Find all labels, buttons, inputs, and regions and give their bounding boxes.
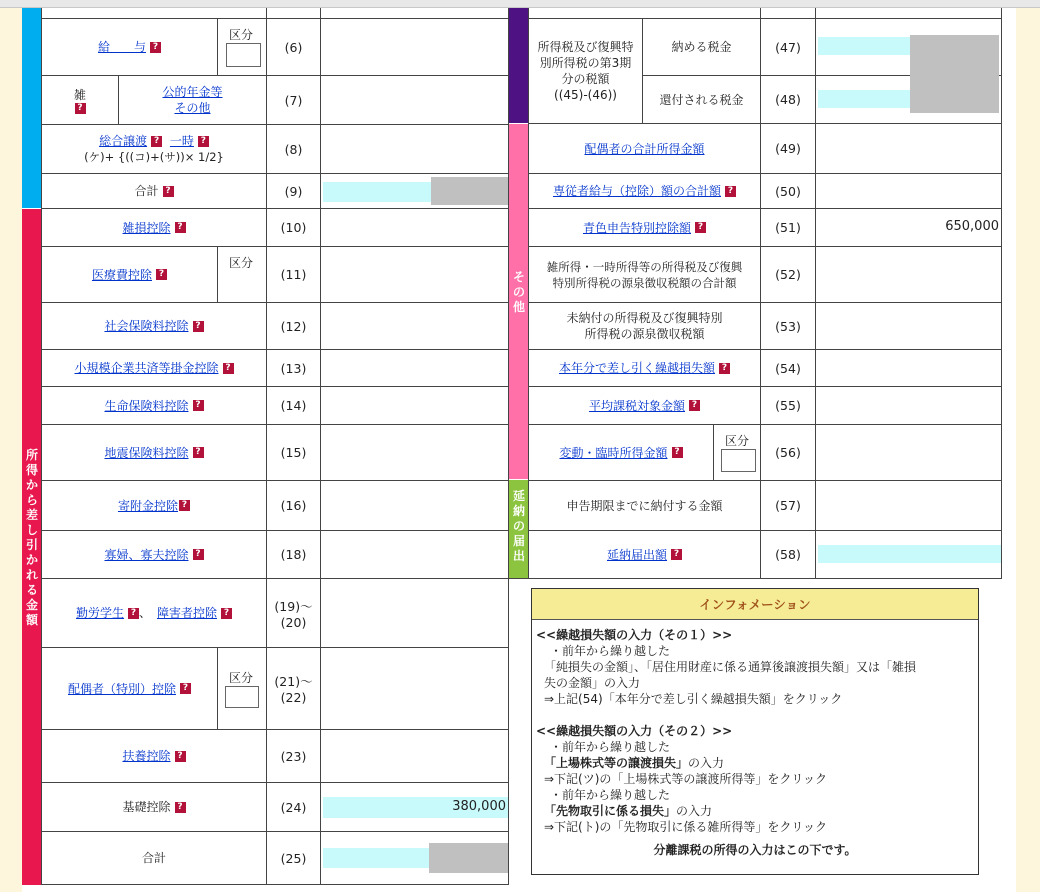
grid-line bbox=[713, 424, 714, 480]
help-icon[interactable]: ? bbox=[672, 447, 683, 458]
row-58-label bbox=[529, 531, 760, 578]
help-icon[interactable]: ? bbox=[198, 136, 209, 147]
row-53-line2: 所得税の源泉徴収税額 bbox=[584, 327, 705, 341]
help-icon[interactable]: ? bbox=[175, 222, 186, 233]
grid-line bbox=[509, 578, 1002, 579]
info-title: インフォメーション bbox=[532, 589, 978, 620]
grid-line bbox=[217, 647, 218, 729]
row-number: (54) bbox=[775, 360, 801, 376]
info-text: ・前年から繰り越した bbox=[550, 644, 671, 658]
row-number: (12) bbox=[280, 318, 307, 334]
row-number: (25) bbox=[280, 850, 307, 866]
row-kinro-label bbox=[42, 579, 266, 647]
gokei9-text: 合計 bbox=[134, 184, 159, 198]
row-iryo-label bbox=[42, 247, 217, 302]
info-text: ⇒上記(54)「本年分で差し引く繰越損失額」をクリック bbox=[544, 692, 843, 706]
help-icon[interactable]: ? bbox=[719, 363, 730, 374]
tax-group-formula: ((45)-(46)) bbox=[554, 88, 617, 102]
kiso-text: 基礎控除 bbox=[122, 800, 171, 814]
help-icon[interactable]: ? bbox=[163, 186, 174, 197]
gokei25-field bbox=[323, 848, 429, 868]
help-icon[interactable]: ? bbox=[175, 751, 186, 762]
osameru-text: 納める税金 bbox=[671, 40, 732, 54]
row-kifu-label bbox=[42, 481, 266, 530]
masked-value bbox=[431, 177, 508, 205]
row-53-line1: 未納付の所得税及び復興特別 bbox=[566, 311, 723, 325]
info-s1-head: <<繰越損失額の入力（その１）>> bbox=[536, 628, 733, 642]
grid-line bbox=[217, 19, 218, 75]
row-number: (16) bbox=[280, 498, 307, 513]
help-icon[interactable]: ? bbox=[75, 103, 86, 114]
help-icon[interactable]: ? bbox=[150, 42, 161, 53]
koteki-nenkin-link[interactable]: 公的年金等 bbox=[162, 85, 223, 99]
grid-line bbox=[1001, 8, 1002, 579]
info-text: 「純損失の金額」、「居住用財産に係る通算後譲渡損失額」又は「雑損 bbox=[544, 660, 917, 674]
help-icon[interactable]: ? bbox=[671, 549, 682, 560]
masked-value bbox=[910, 35, 999, 113]
row-50-label bbox=[529, 174, 760, 208]
haigusha-gokei-link[interactable]: 配偶者の合計所得金額 bbox=[584, 141, 705, 156]
row-number-line1: (21)～ bbox=[274, 674, 313, 689]
info-text: ⇒下記(ト)の「先物取引に係る雑所得等」をクリック bbox=[544, 820, 827, 834]
row-gokei9-label bbox=[42, 174, 266, 208]
field-58 bbox=[818, 545, 1001, 563]
row-number: (6) bbox=[284, 39, 303, 55]
row-number: (23) bbox=[280, 748, 307, 764]
row-number: (57) bbox=[775, 498, 801, 513]
aoiro-link[interactable]: 青色申告特別控除額 bbox=[582, 220, 691, 235]
aoiro-value: 650,000 bbox=[945, 219, 999, 234]
kyuyo-link[interactable]: 給 与 bbox=[97, 40, 146, 54]
row-fuyo-label bbox=[42, 730, 266, 782]
row-seimei-label bbox=[42, 387, 266, 424]
kanpu-text: 還付される税金 bbox=[659, 92, 744, 107]
row-zasson-label bbox=[42, 209, 266, 246]
kubun-label: 区分 bbox=[229, 28, 254, 42]
help-icon[interactable]: ? bbox=[193, 400, 204, 411]
field-47 bbox=[818, 37, 910, 55]
zatsu-labels bbox=[119, 76, 266, 124]
zatsu-sonota-link[interactable]: その他 bbox=[174, 101, 211, 115]
row-52-line2: 特別所得税の源泉徴収税額の合計額 bbox=[552, 275, 737, 290]
row-shakai-label bbox=[42, 303, 266, 349]
zasson-link[interactable]: 雑損控除 bbox=[122, 220, 171, 235]
row-56-label bbox=[529, 425, 713, 480]
field-48 bbox=[818, 90, 910, 108]
tax-group-text: 所得税及び復興特別所得税の第3期分の税額 bbox=[537, 40, 634, 86]
kubun-input[interactable] bbox=[226, 43, 261, 67]
info-bold: 「上場株式等の譲渡損失」 bbox=[544, 756, 689, 770]
info-text bbox=[536, 755, 974, 771]
row-number: (13) bbox=[280, 360, 307, 376]
kubun-input[interactable] bbox=[721, 449, 756, 472]
kubun-label: 区分 bbox=[229, 671, 254, 685]
sogo-joto-link[interactable]: 総合譲渡 bbox=[99, 134, 148, 148]
row-number-line2: (22) bbox=[280, 690, 307, 705]
row-48-label bbox=[643, 76, 760, 123]
row-number-line1: (19)～ bbox=[274, 598, 313, 614]
help-icon[interactable]: ? bbox=[128, 608, 139, 619]
row-number: (18) bbox=[280, 547, 307, 562]
grid-line bbox=[815, 8, 816, 579]
zatsu-prefix-cell bbox=[42, 76, 118, 124]
help-icon[interactable]: ? bbox=[193, 549, 204, 560]
row-gokei25-label bbox=[42, 832, 266, 884]
row-52-label bbox=[529, 247, 760, 302]
row-number: (53) bbox=[775, 318, 801, 334]
iryo-link[interactable]: 医療費控除 bbox=[91, 267, 152, 282]
heikin-link[interactable]: 平均課税対象金額 bbox=[588, 398, 685, 413]
info-body bbox=[532, 620, 978, 858]
info-text: ・前年から繰り越した bbox=[550, 788, 671, 802]
row-number: (14) bbox=[280, 398, 307, 413]
deduction-band-label: 所得から差し引かれる金額 bbox=[25, 448, 38, 627]
tax-band bbox=[509, 8, 528, 123]
top-border bbox=[0, 0, 1040, 8]
row-shokibo-label bbox=[42, 350, 266, 386]
row-number: (55) bbox=[775, 398, 801, 413]
row-kafu-label bbox=[42, 531, 266, 578]
extension-band-label: 延納の届出 bbox=[512, 489, 525, 563]
help-icon[interactable]: ? bbox=[179, 500, 190, 511]
kifu-link[interactable]: 寄附金控除 bbox=[117, 498, 178, 513]
seimei-link[interactable]: 生命保険料控除 bbox=[104, 398, 189, 413]
row-54-label bbox=[529, 350, 760, 386]
kurikoshi-link[interactable]: 本年分で差し引く繰越損失額 bbox=[558, 361, 715, 375]
grid-line bbox=[508, 8, 509, 885]
kinro-gakusei-link[interactable]: 勤労学生 bbox=[75, 606, 124, 620]
row-number: (50) bbox=[775, 183, 801, 199]
info-text: の入力 bbox=[688, 756, 725, 770]
gokei9-field bbox=[323, 182, 431, 202]
tax-group-label bbox=[529, 19, 642, 123]
kubun-input[interactable] bbox=[225, 686, 259, 708]
ichiji-link[interactable]: 一時 bbox=[169, 134, 194, 148]
row-number-line2: (20) bbox=[280, 614, 307, 630]
row-number: (52) bbox=[775, 267, 801, 282]
info-text: ・前年から繰り越した bbox=[550, 740, 671, 754]
help-icon[interactable]: ? bbox=[221, 608, 232, 619]
info-footer: 分離課税の所得の入力はこの下です。 bbox=[653, 843, 857, 857]
help-icon[interactable]: ? bbox=[193, 321, 204, 332]
info-s2-head: <<繰越損失額の入力（その２）>> bbox=[536, 724, 733, 738]
zatsu-prefix: 雑 bbox=[73, 87, 86, 102]
masked-value bbox=[429, 843, 508, 873]
ennou-link[interactable]: 延納届出額 bbox=[606, 547, 667, 562]
row-number: (10) bbox=[280, 220, 307, 235]
shakai-link[interactable]: 社会保険料控除 bbox=[104, 319, 189, 333]
row-number: (9) bbox=[284, 183, 303, 199]
hendo-link[interactable]: 変動・臨時所得金額 bbox=[559, 445, 668, 460]
help-icon[interactable]: ? bbox=[156, 269, 167, 280]
info-text: の入力 bbox=[676, 804, 713, 818]
jishin-link[interactable]: 地震保険料控除 bbox=[104, 445, 189, 460]
info-text: 失の金額」の入力 bbox=[544, 676, 641, 690]
help-icon[interactable]: ? bbox=[223, 363, 234, 374]
row-sogo-label bbox=[42, 125, 266, 173]
sogo-formula: (ケ)+ {((コ)+(サ))× 1/2} bbox=[84, 150, 224, 164]
help-icon[interactable]: ? bbox=[725, 186, 736, 197]
senjusha-link[interactable]: 専従者給与（控除）額の合計額 bbox=[552, 184, 721, 198]
row-haigusha-label bbox=[42, 648, 217, 729]
row-57-text: 申告期限までに納付する金額 bbox=[566, 498, 723, 513]
row-number bbox=[267, 579, 320, 647]
row-55-label bbox=[529, 387, 760, 424]
grid-line bbox=[217, 246, 218, 302]
kubun-label: 区分 bbox=[229, 256, 254, 270]
grid-line bbox=[41, 884, 509, 885]
help-icon[interactable]: ? bbox=[180, 683, 191, 694]
row-number: (15) bbox=[280, 445, 307, 460]
help-icon[interactable]: ? bbox=[175, 802, 186, 813]
row-57-label bbox=[529, 481, 760, 530]
kafu-link[interactable]: 寡婦、寡夫控除 bbox=[104, 547, 189, 562]
gokei25-text: 合計 bbox=[141, 851, 166, 865]
separator: 、 bbox=[138, 606, 151, 620]
haigusha-link[interactable]: 配偶者（特別）控除 bbox=[67, 681, 176, 696]
row-number: (49) bbox=[775, 141, 801, 156]
row-jishin-label bbox=[42, 425, 266, 480]
row-number bbox=[267, 648, 320, 729]
shogaisha-link[interactable]: 障害者控除 bbox=[157, 606, 218, 620]
help-icon[interactable]: ? bbox=[689, 400, 700, 411]
info-text bbox=[536, 803, 974, 819]
row-47-label bbox=[643, 19, 760, 75]
row-53-label bbox=[529, 303, 760, 349]
income-band bbox=[22, 8, 41, 208]
row-number: (8) bbox=[284, 141, 303, 157]
row-number: (51) bbox=[775, 220, 801, 235]
row-number: (48) bbox=[775, 92, 801, 107]
row-number: (24) bbox=[280, 799, 307, 815]
kubun-label: 区分 bbox=[725, 434, 750, 448]
row-49-label bbox=[529, 124, 760, 173]
other-band-label: その他 bbox=[512, 270, 525, 314]
info-bold: 「先物取引に係る損失」 bbox=[544, 804, 677, 818]
row-52-line1: 雑所得・一時所得等の所得税及び復興 bbox=[546, 259, 743, 274]
row-number: (56) bbox=[775, 445, 801, 460]
help-icon[interactable]: ? bbox=[193, 447, 204, 458]
help-icon[interactable]: ? bbox=[151, 136, 162, 147]
help-icon[interactable]: ? bbox=[695, 222, 706, 233]
row-number: (11) bbox=[280, 267, 307, 282]
row-kyuyo-label bbox=[42, 19, 217, 75]
info-panel bbox=[531, 588, 979, 875]
right-margin bbox=[1016, 8, 1040, 892]
row-51-label bbox=[529, 209, 760, 246]
grid-line bbox=[320, 8, 321, 885]
row-number: (47) bbox=[775, 39, 801, 55]
row-kiso-label bbox=[42, 783, 266, 831]
shokibo-link[interactable]: 小規模企業共済等掛金控除 bbox=[74, 361, 219, 375]
fuyo-link[interactable]: 扶養控除 bbox=[122, 749, 171, 763]
info-text: ⇒下記(ツ)の「上場株式等の譲渡所得等」をクリック bbox=[544, 772, 827, 786]
row-number: (7) bbox=[284, 92, 303, 108]
kiso-value: 380,000 bbox=[452, 799, 506, 814]
row-number: (58) bbox=[775, 547, 801, 562]
